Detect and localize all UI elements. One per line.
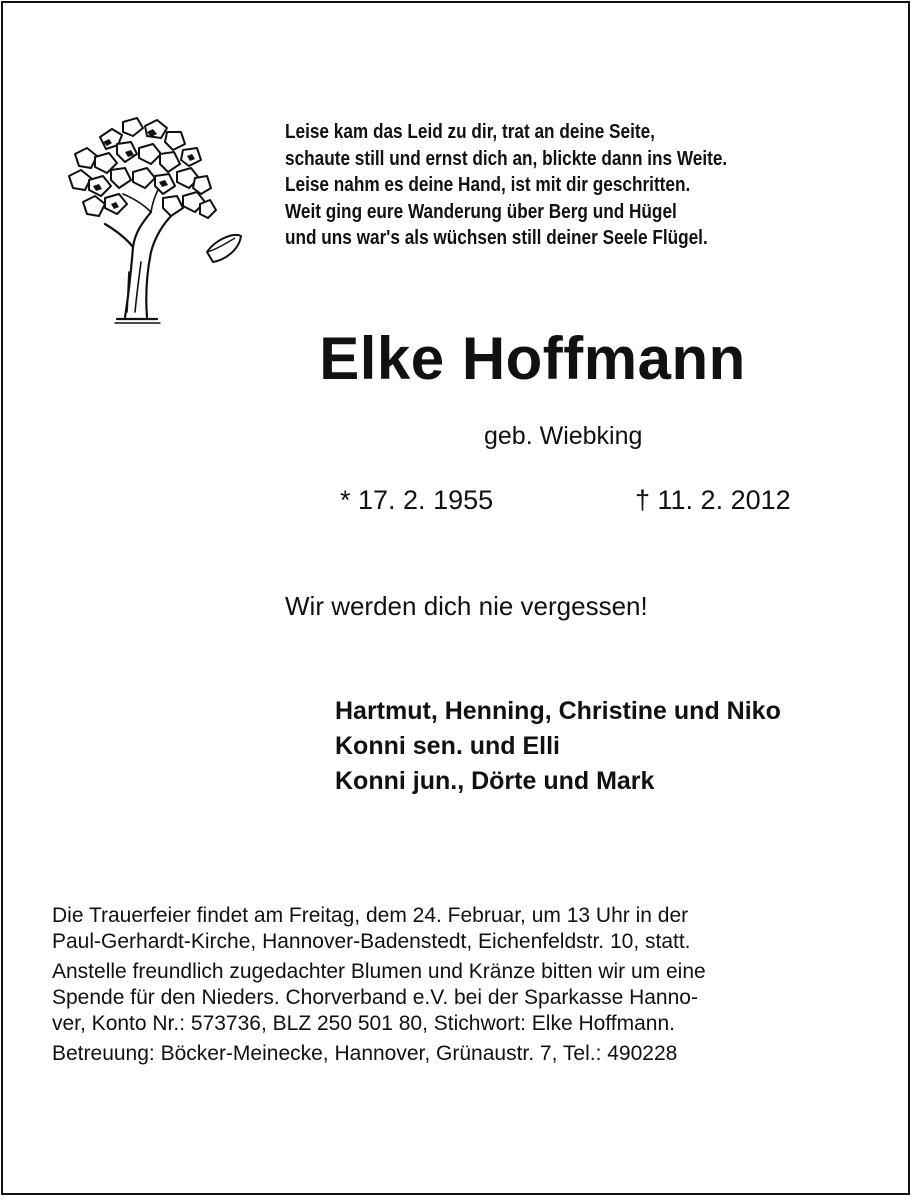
- poem-line: und uns war's als wüchsen still deiner Seele Flügel.: [285, 227, 708, 249]
- donation-line: Spende für den Nieders. Chorverband e.V. bei der Sparkasse Hanno-: [52, 986, 698, 1009]
- remembrance-line: Wir werden dich nie vergessen!: [285, 591, 648, 621]
- ceremony-line: Die Trauerfeier findet am Freitag, dem 24. Februar, um 13 Uhr in der: [52, 904, 689, 927]
- poem: [285, 119, 801, 252]
- deceased-name: Elke Hoffmann: [319, 325, 746, 392]
- donation-line: Anstelle freundlich zugedachter Blumen und Kränze bitten wir um eine: [52, 960, 706, 983]
- undertaker-line: Betreuung: Böcker-Meinecke, Hannover, Grünaustr. 7, Tel.: 490228: [52, 1042, 678, 1065]
- death-date: † 11. 2. 2012: [635, 485, 791, 515]
- family-line: Hartmut, Henning, Christine und Niko: [335, 697, 781, 725]
- maiden-name: geb. Wiebking: [484, 422, 643, 450]
- funeral-notice: [52, 903, 706, 1071]
- donation-line: ver, Konto Nr.: 573736, BLZ 250 501 80, Stichwort: Elke Hoffmann.: [52, 1012, 675, 1035]
- family-list: [335, 694, 781, 799]
- ceremony-line: Paul-Gerhardt-Kirche, Hannover-Badenstedt, Eichenfeldstr. 10, statt.: [52, 930, 691, 953]
- family-line: Konni jun., Dörte und Mark: [335, 767, 655, 795]
- poem-line: Leise nahm es deine Hand, ist mit dir geschritten.: [285, 174, 691, 196]
- ceremony-paragraph: [52, 903, 706, 955]
- poem-line: Leise kam das Leid zu dir, trat an deine Seite,: [285, 121, 655, 143]
- tree-with-falling-leaf-icon: [55, 112, 250, 327]
- donation-paragraph: [52, 959, 706, 1037]
- poem-line: schaute still und ernst dich an, blickte dann ins Weite.: [285, 147, 728, 170]
- birth-date: * 17. 2. 1955: [340, 485, 494, 515]
- family-line: Konni sen. und Elli: [335, 732, 560, 760]
- poem-line: Weit ging eure Wanderung über Berg und Hügel: [285, 200, 677, 223]
